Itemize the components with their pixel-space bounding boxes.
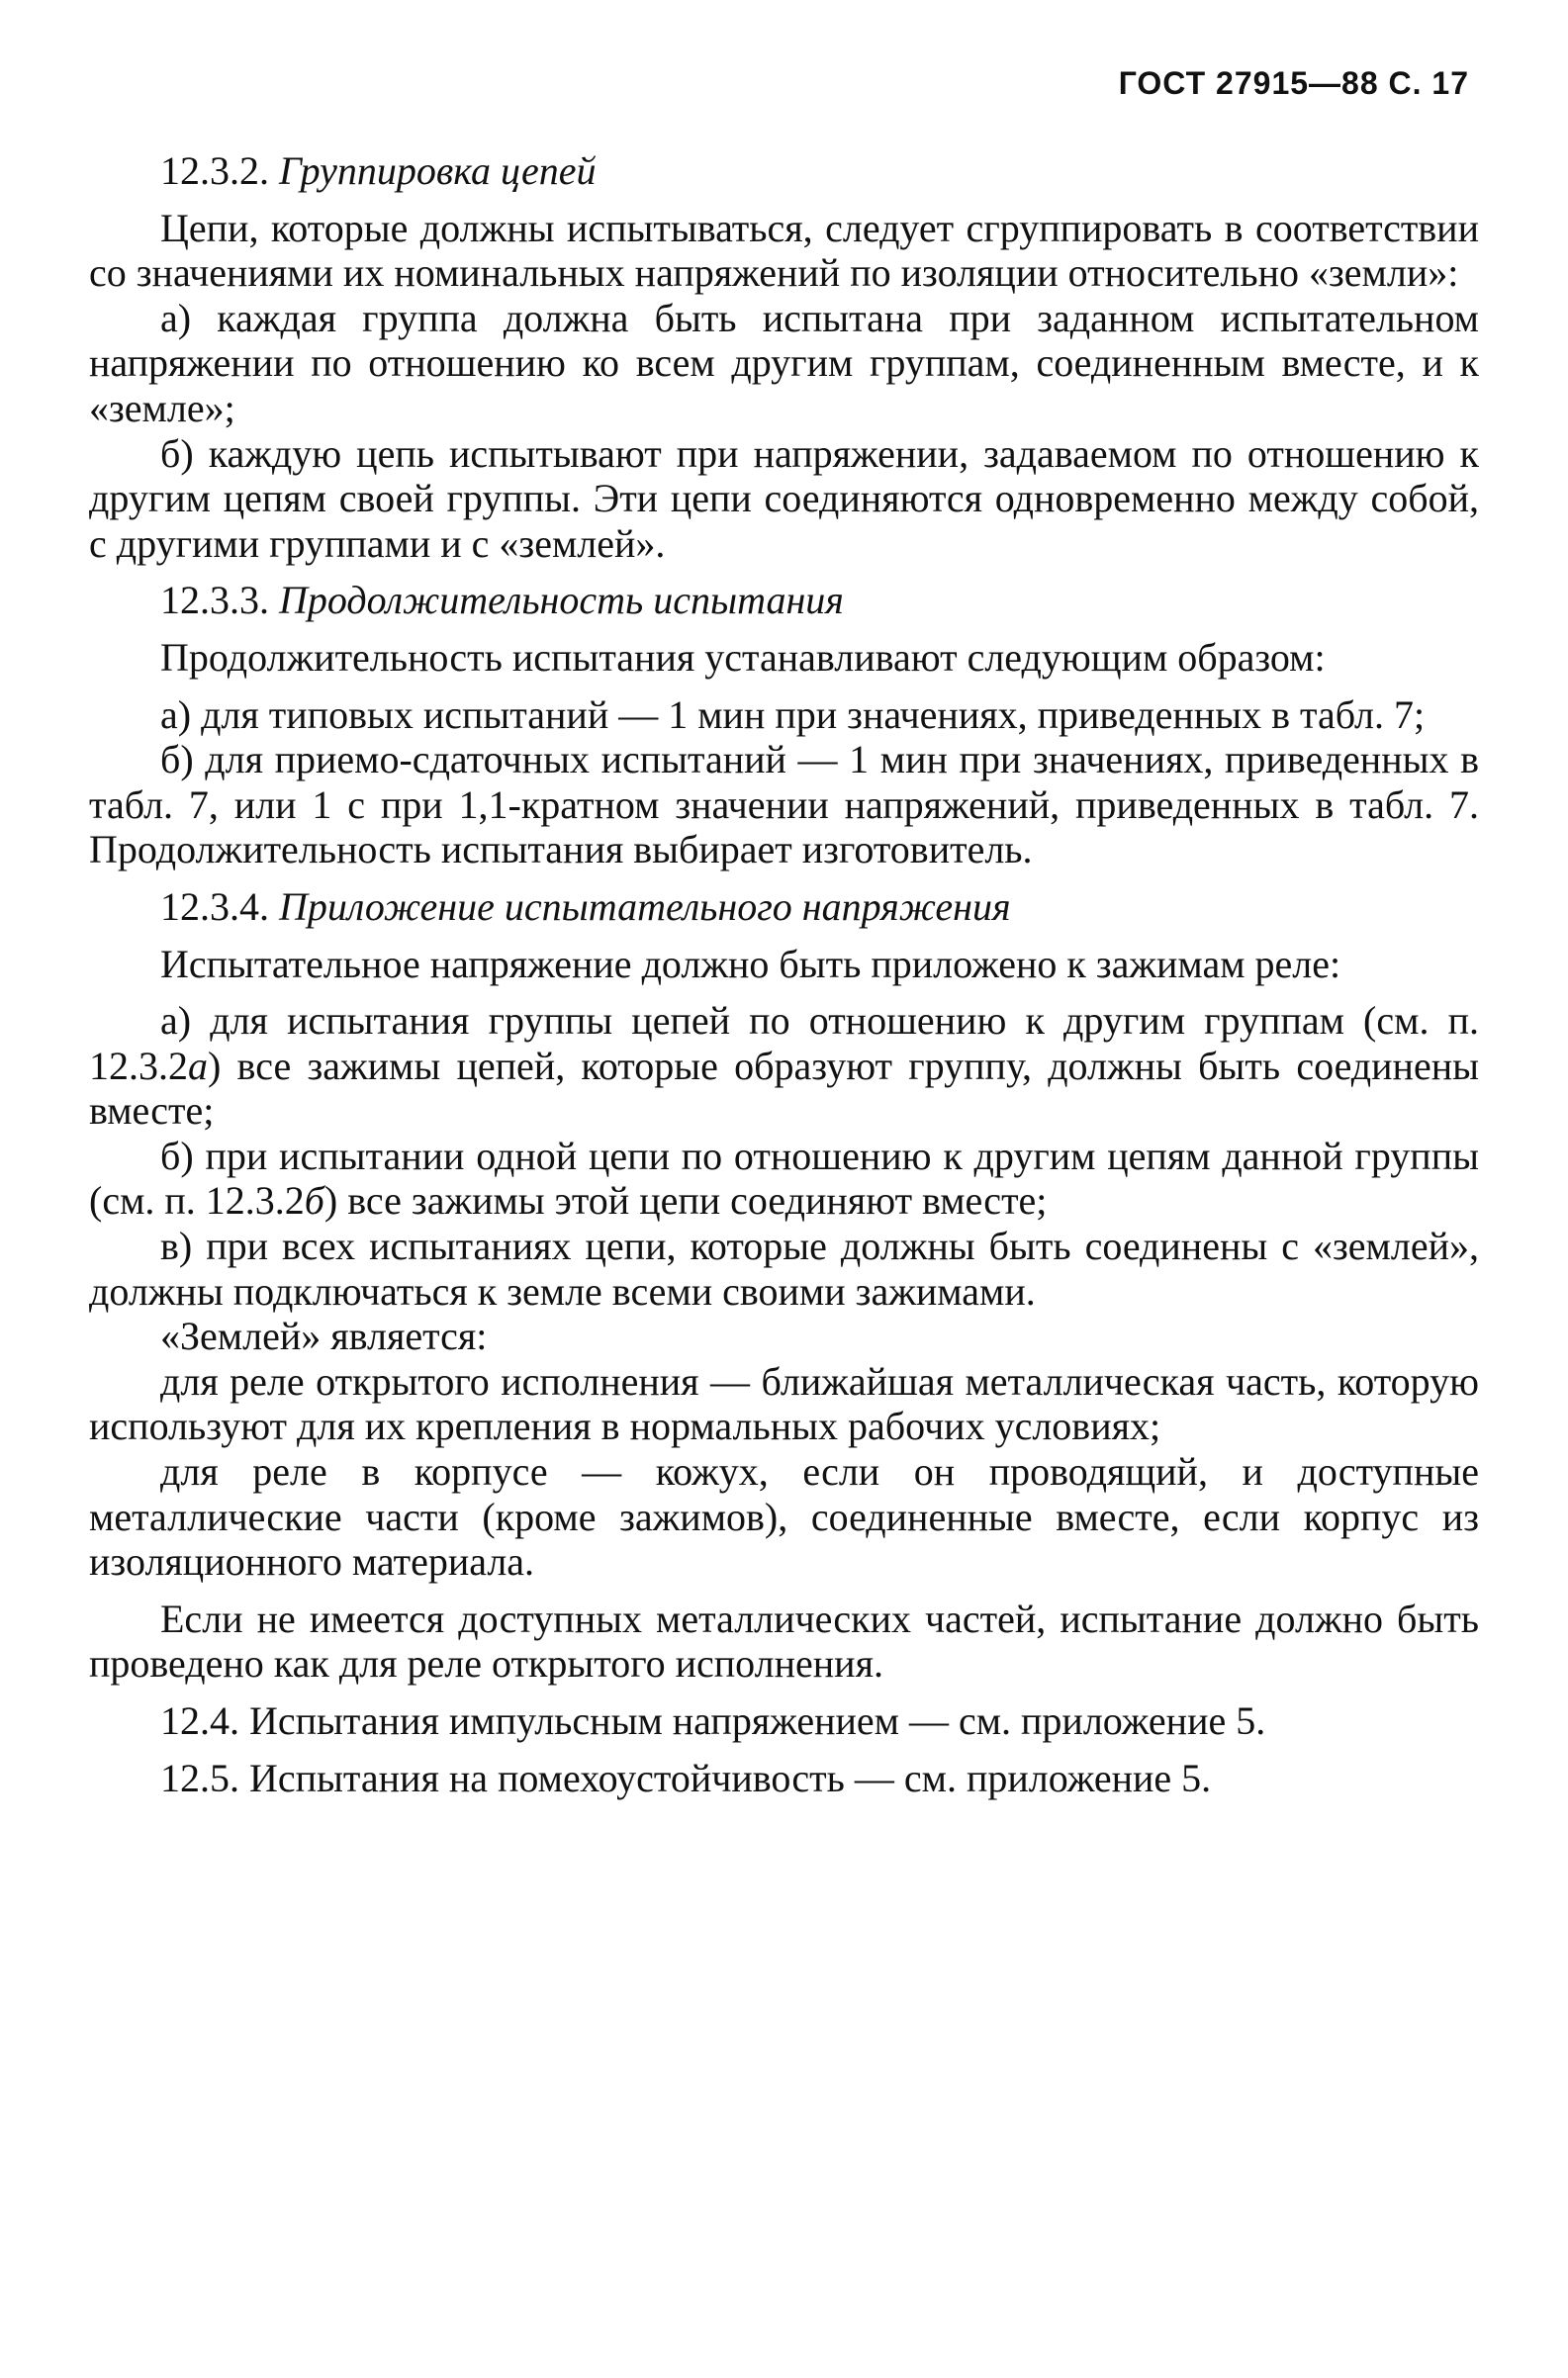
section-12-3-2-heading	[89, 148, 1479, 194]
section-number: 12.3.2.	[160, 148, 269, 193]
section-12-4: 12.4. Испытания импульсным напряжением — см. приложение 5.	[160, 1698, 1266, 1743]
list-item-text: б) при испытании одной цепи по отношению к другим цепям данной группы (см. п. 12.3.2	[89, 1133, 1479, 1224]
section-title: Приложение испытательного напряжения	[279, 883, 1011, 929]
section-12-5: 12.5. Испытания на помехоустойчивость — см. приложение 5.	[160, 1755, 1212, 1800]
list-item: б) для приемо-сдаточных испытаний — 1 мин при значениях, приведенных в табл. 7, или 1 с при 1,1-кратном значении напряжений, приведенных в табл. 7. Продолжительность испытания выбирает изготовитель.	[89, 737, 1479, 872]
section-title: Продолжительность испытания	[279, 578, 844, 623]
running-head: ГОСТ 27915—88 С. 17	[1118, 65, 1469, 101]
paragraph: Если не имеется доступных металлических частей, испытание должно быть проведено как для реле открытого исполнения.	[89, 1596, 1479, 1687]
list-item-text: а) для испытания группы цепей по отношению к другим группам (см. п. 12.3.2	[89, 998, 1479, 1088]
section-12-3-3-heading	[89, 578, 1479, 623]
list-item	[89, 998, 1479, 1134]
document-body	[89, 148, 1479, 1800]
reference-letter: б	[304, 1178, 324, 1224]
reference-letter: а	[188, 1043, 208, 1088]
list-item: а) каждая группа должна быть испытана при заданном испытательном напряжении по отношению ко всем другим группам, соединенным вместе, и к «земле»;	[89, 295, 1479, 430]
list-item	[89, 1134, 1479, 1224]
section-12-3-4-heading	[89, 884, 1479, 930]
list-item-text: ) все зажимы этой цепи соединяют вместе;	[323, 1178, 1048, 1224]
paragraph: Испытательное напряжение должно быть приложено к зажимам реле:	[160, 941, 1341, 986]
section-number: 12.3.4.	[160, 883, 269, 929]
list-item: а) для типовых испытаний — 1 мин при значениях, приведенных в табл. 7;	[160, 691, 1426, 737]
list-item: в) при всех испытаниях цепи, которые должны быть соединены с «землей», должны подключаться к земле всеми своими зажимами.	[89, 1224, 1479, 1314]
paragraph: «Землей» является:	[160, 1314, 488, 1359]
paragraph: для реле в корпусе — кожух, если он проводящий, и доступные металлические части (кроме зажимов), соединенные вместе, если корпус из изоляционного материала.	[89, 1449, 1479, 1585]
paragraph: Продолжительность испытания устанавливают следующим образом:	[160, 634, 1326, 680]
list-item: б) каждую цепь испытывают при напряжении, задаваемом по отношению к другим цепям своей группы. Эти цепи соединяются одновременно между собой, с другими группами и с «землей».	[89, 430, 1479, 566]
paragraph: Цепи, которые должны испытываться, следует сгруппировать в соответствии со значениями их номинальных напряжений по изоляции относительно «земли»:	[89, 205, 1479, 296]
list-item-text: ) все зажимы цепей, которые образуют группу, должны быть соединены вместе;	[89, 1043, 1479, 1134]
section-title: Группировка цепей	[279, 148, 597, 193]
section-number: 12.3.3.	[160, 578, 269, 623]
paragraph: для реле открытого исполнения — ближайшая металлическая часть, которую используют для их крепления в нормальных рабочих условиях;	[89, 1358, 1479, 1449]
